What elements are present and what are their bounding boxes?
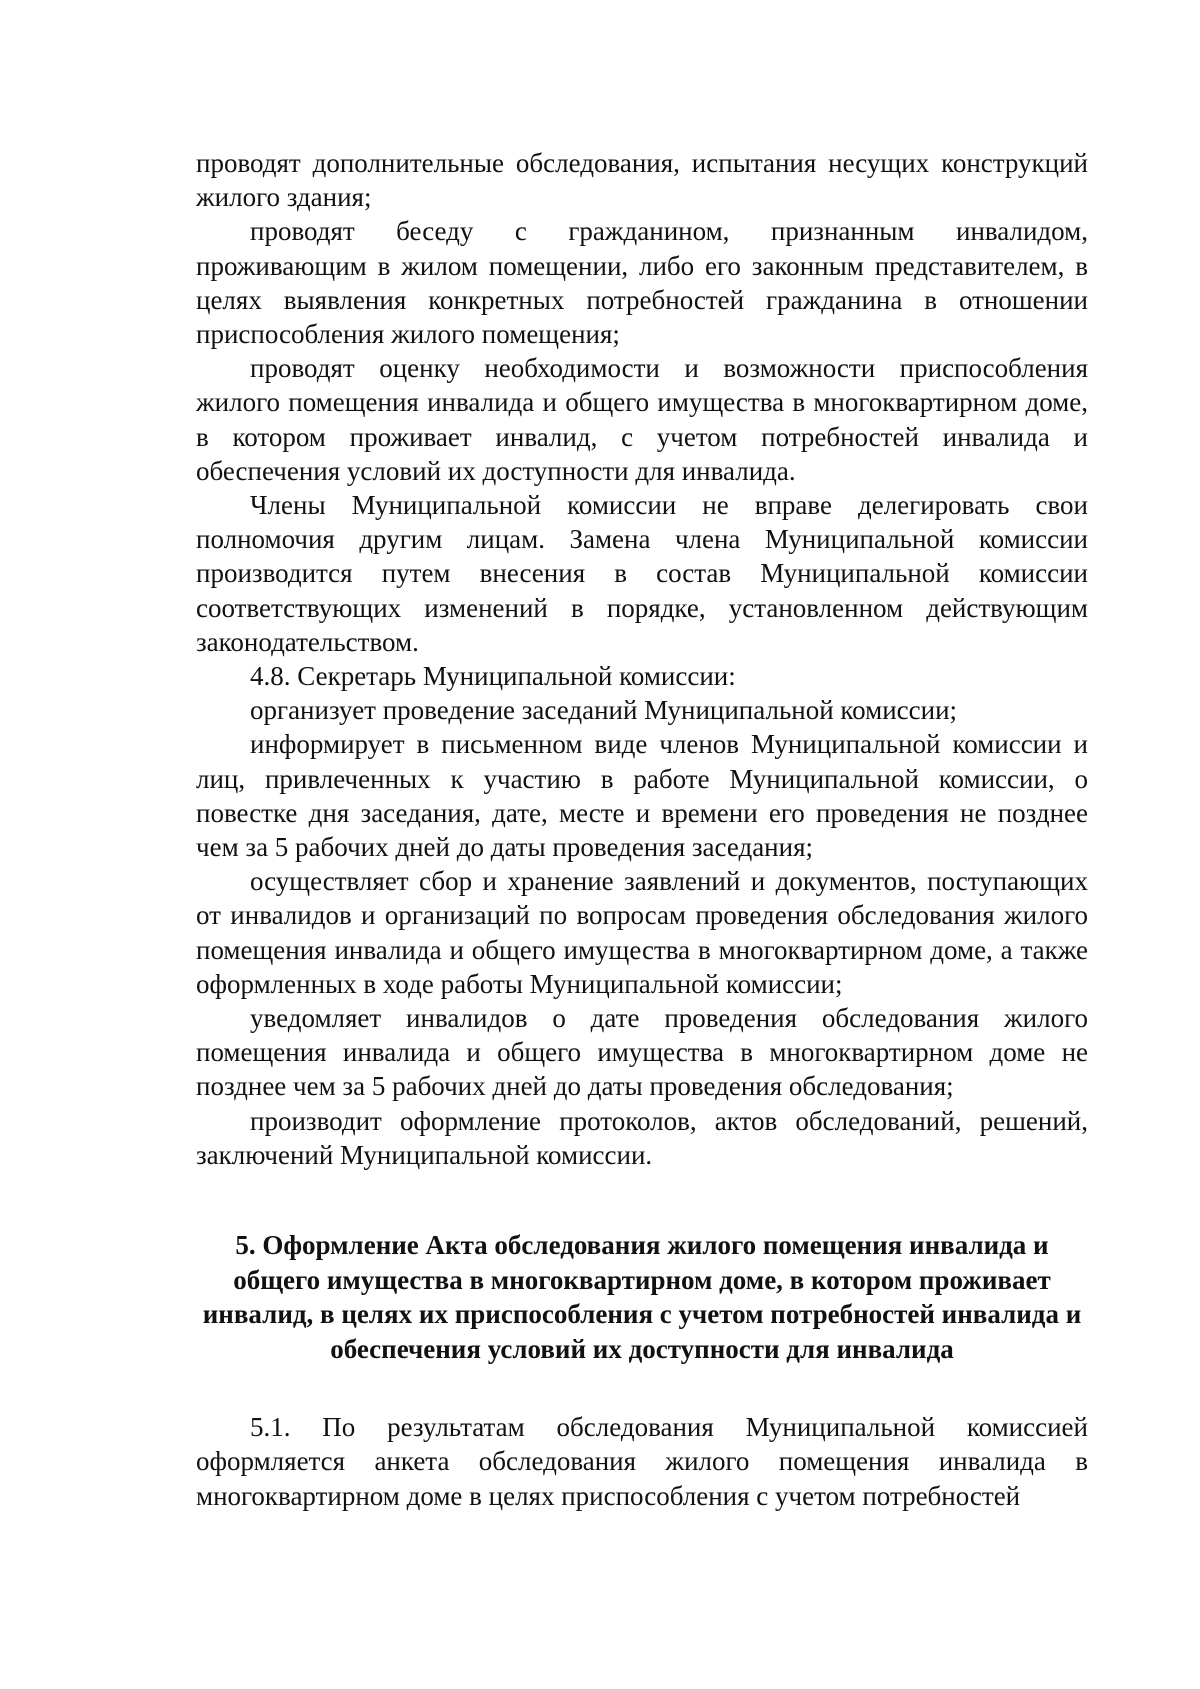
paragraph-5-1: 5.1. По результатам обследования Муниципальной комиссией оформляется анкета обследования жилого помещения инвалида в многоквартирном доме в целях приспособления с учетом потребностей <box>196 1412 1088 1511</box>
paragraph-conversation-with-citizen: проводят беседу с гражданином, признанным инвалидом, проживающим в жилом помещении, либо его законным представителем, в целях выявления конкретных потребностей гражданина в отношении приспособления жилого помещения; <box>196 216 1088 350</box>
paragraph-organizes-meetings: организует проведение заседаний Муниципальной комиссии; <box>250 695 958 726</box>
paragraph-prepares-protocols: производит оформление протоколов, актов обследований, решений, заключений Муниципальной комиссии. <box>196 1105 1088 1170</box>
paragraph-commission-members: Члены Муниципальной комиссии не вправе делегировать свои полномочия другим лицам. Замена члена Муниципальной комиссии производится путем внесения в состав Муниципальной комиссии соответствующих изменений в порядке, установленном действующим законодательством. <box>196 490 1088 657</box>
document-body <box>196 146 1088 1513</box>
paragraph-secretary-heading: 4.8. Секретарь Муниципальной комиссии: <box>250 661 736 692</box>
paragraph-informs-members: информирует в письменном виде членов Муниципальной комиссии и лиц, привлеченных к участию в работе Муниципальной комиссии, о повестке дня заседания, дате, месте и времени его проведения не позднее чем за 5 рабочих дней до даты проведения заседания; <box>196 729 1088 863</box>
paragraph-assessment-of-necessity: проводят оценку необходимости и возможности приспособления жилого помещения инвалида и общего имущества в многоквартирном доме, в котором проживает инвалид, с учетом потребностей инвалида и обеспечения условий их доступности для инвалида. <box>196 353 1088 486</box>
paragraph-additional-inspections: проводят дополнительные обследования, испытания несущих конструкций жилого здания; <box>196 148 1088 213</box>
section-5-heading: 5. Оформление Акта обследования жилого помещения инвалида и общего имущества в многоквартирном доме, в котором проживает инвалид, в целях их приспособления с учетом потребностей инвалида и обеспечения условий их доступности для инвалида <box>202 1230 1082 1364</box>
paragraph-collects-documents: осуществляет сбор и хранение заявлений и документов, поступающих от инвалидов и организаций по вопросам проведения обследования жилого помещения инвалида и общего имущества в многоквартирном доме, а также оформленных в ходе работы Муниципальной комиссии; <box>196 866 1088 999</box>
paragraph-notifies-disabled: уведомляет инвалидов о дате проведения обследования жилого помещения инвалида и общего имущества в многоквартирном доме не позднее чем за 5 рабочих дней до даты проведения обследования; <box>196 1003 1088 1102</box>
